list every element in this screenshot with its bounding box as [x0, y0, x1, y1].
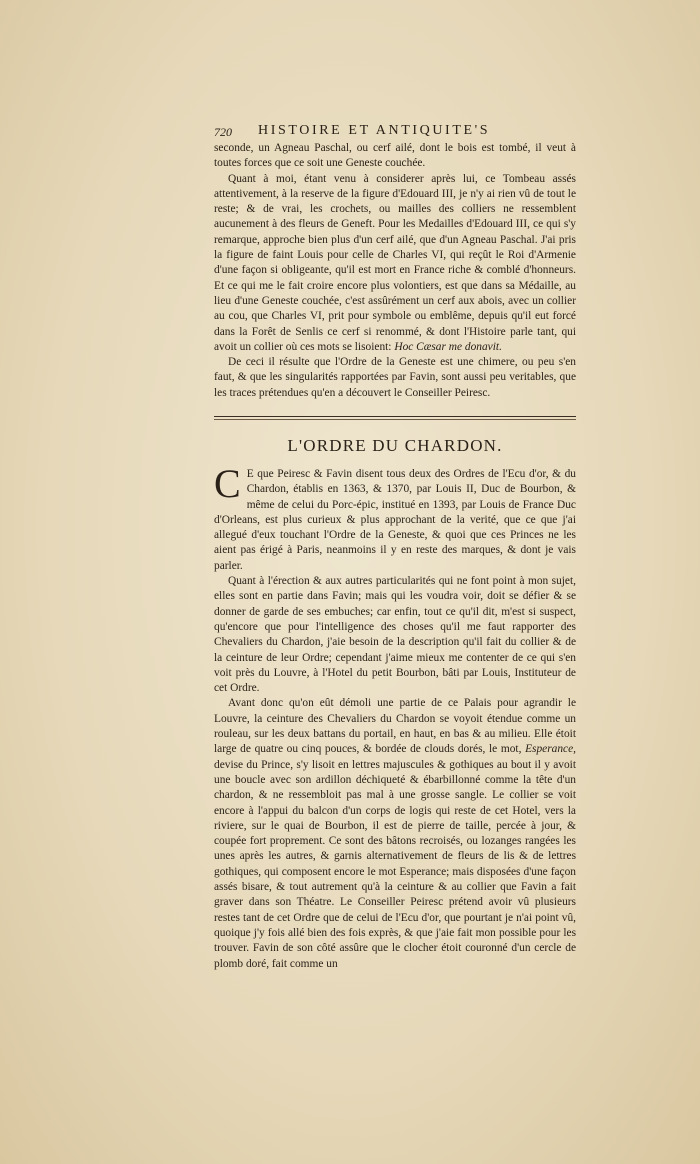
section-paragraph-3b: devise du Prince, s'y lisoit en lettres majuscules & gothiques au bout il y avoit une boucle avec son ardillon déchiqueté & ébarbillonné comme la tête d'un chardon, & ne ressembloit pas mal à une grosse sangle. Le collier se voit encore à l'appui du balcon d'un corps de logis qui reste de cet Hotel, vers la riviere, sur le quai de Bourbon, il est de pierre de taille, percée à jour, & coupée fort proprement. Ce sont des bâtons recroisés, ou lozanges rangées les unes après les autres, & garnis alternativement de fleurs de lis & de lettres gothiques, qui composent encore le mot Esperance; mais disposées d'une façon assés bisare, & tout autrement qu'à la ceinture & au collier que Favin a fait graver dans son Théatre. Le Conseiller Peiresc prétend avoir vû plusieurs restes tant de cet Ordre que de celui de l'Ecu d'or, que pourtant je n'ai point vû, quoique j'y fois allé bien des fois exprès, & que j'aie fait mon possible pour les trouver. Favin de son côté assûre que le clocher étoit couronné d'un cercle de plomb doré, fait comme un [214, 758, 576, 970]
running-title: HISTOIRE ET ANTIQUITE'S [258, 123, 491, 138]
section-divider [214, 416, 576, 417]
section-paragraph-1-text: E que Peiresc & Favin disent tous deux des Ordres de l'Ecu d'or, & du Chardon, établis en 1363, & 1370, par Louis II, Duc de Bourbon, & même de celui du Porc-épic, institué en 1393, par Louis de France Duc d'Orleans, est plus curieux & plus approchant de la verité, que ce que j'ai allegué d'eux touchant l'Ordre de la Geneste, & quoi que ces Princes ne les aient pas érigé à Paris, neanmoins il y en reste des marques, & dont je vais parler. [214, 468, 576, 572]
motto-word: Esperance, [525, 743, 576, 756]
page-number: 720 [214, 125, 232, 139]
drop-cap: C [214, 461, 241, 506]
paragraph-2 [214, 172, 576, 356]
section-paragraph-3a: Avant donc qu'on eût démoli une partie de ce Palais pour agrandir le Louvre, la ceinture des Chevaliers du Chardon se voyoit étendue comme un rouleau, sur les deux battans du portail, en haut, en bas & au milieu. Elle étoit large de quatre ou cinq pouces, & bordée de clouds dorés, le mot, [214, 697, 576, 756]
section-paragraph-2: Quant à l'érection & aux autres particularités qui ne font point à mon sujet, elles sont en partie dans Favin; mais qui les voudra voir, doit se défier & se donner de garde de ses embuches; car enfin, tout ce qu'il dit, m'est si suspect, qu'encore que pour l'intelligence des choses qu'il me faut rapporter des Chevaliers du Chardon, j'aie besoin de la description qu'il fait du collier & de la ceinture de leur Ordre; cependant j'aime mieux me contenter de ce qui s'en voit près du Louvre, à l'Hotel du petit Bourbon, bâti par Louis, Instituteur de cet Ordre. [214, 575, 576, 695]
section-title: L'ORDRE DU CHARDON. [287, 436, 503, 455]
paragraph-1: seconde, un Agneau Paschal, ou cerf ailé, dont le bois est tombé, il veut à toutes forces que ce soit une Geneste couchée. [214, 142, 576, 170]
page-header [214, 123, 576, 141]
section-paragraph-3 [214, 696, 576, 971]
paragraph-3: De ceci il résulte que l'Ordre de la Geneste est une chimere, ou peu s'en faut, & que les singularités rapportées par Favin, sont aussi peu veritables, que les traces prétendues qu'en a découvert le Conseiller Peiresc. [214, 356, 576, 399]
section-divider-thin [214, 419, 576, 420]
section-paragraph-1 [214, 461, 576, 574]
paragraph-2-text: Quant à moi, étant venu à considerer après lui, ce Tombeau assés attentivement, à la reserve de la figure d'Edouard III, je n'y ai rien vû de tout le reste; & de vrai, les crochets, ou mailles des colliers ne ressemblent aucunement à des fleurs de Geneft. Pour les Medailles d'Edouard III, ce qui s'y remarque, approche bien plus d'un cerf ailé, que d'un Agneau Paschal. J'ai pris la figure de faint Louis pour celle de Charles VI, qui reçût le Roi d'Armenie d'une façon si obligeante, qu'il est mort en France riche & comblé d'honneurs. Et ce qui me le fait croire encore plus volontiers, est que dans sa Médaille, au lieu d'une Geneste couchée, c'est assûrément un cerf aux abois, avec un collier au cou, que Charles VI, prit pour symbole ou emblême, depuis qu'il eut forcé dans la Forêt de Senlis ce cerf si renommé, & dont l'Histoire parle tant, qui avoit un collier où ces mots se lisoient: [214, 172, 576, 353]
continuation-text [214, 141, 576, 401]
latin-quote: Hoc Cæsar me donavit. [394, 340, 502, 353]
section-text [214, 461, 576, 972]
